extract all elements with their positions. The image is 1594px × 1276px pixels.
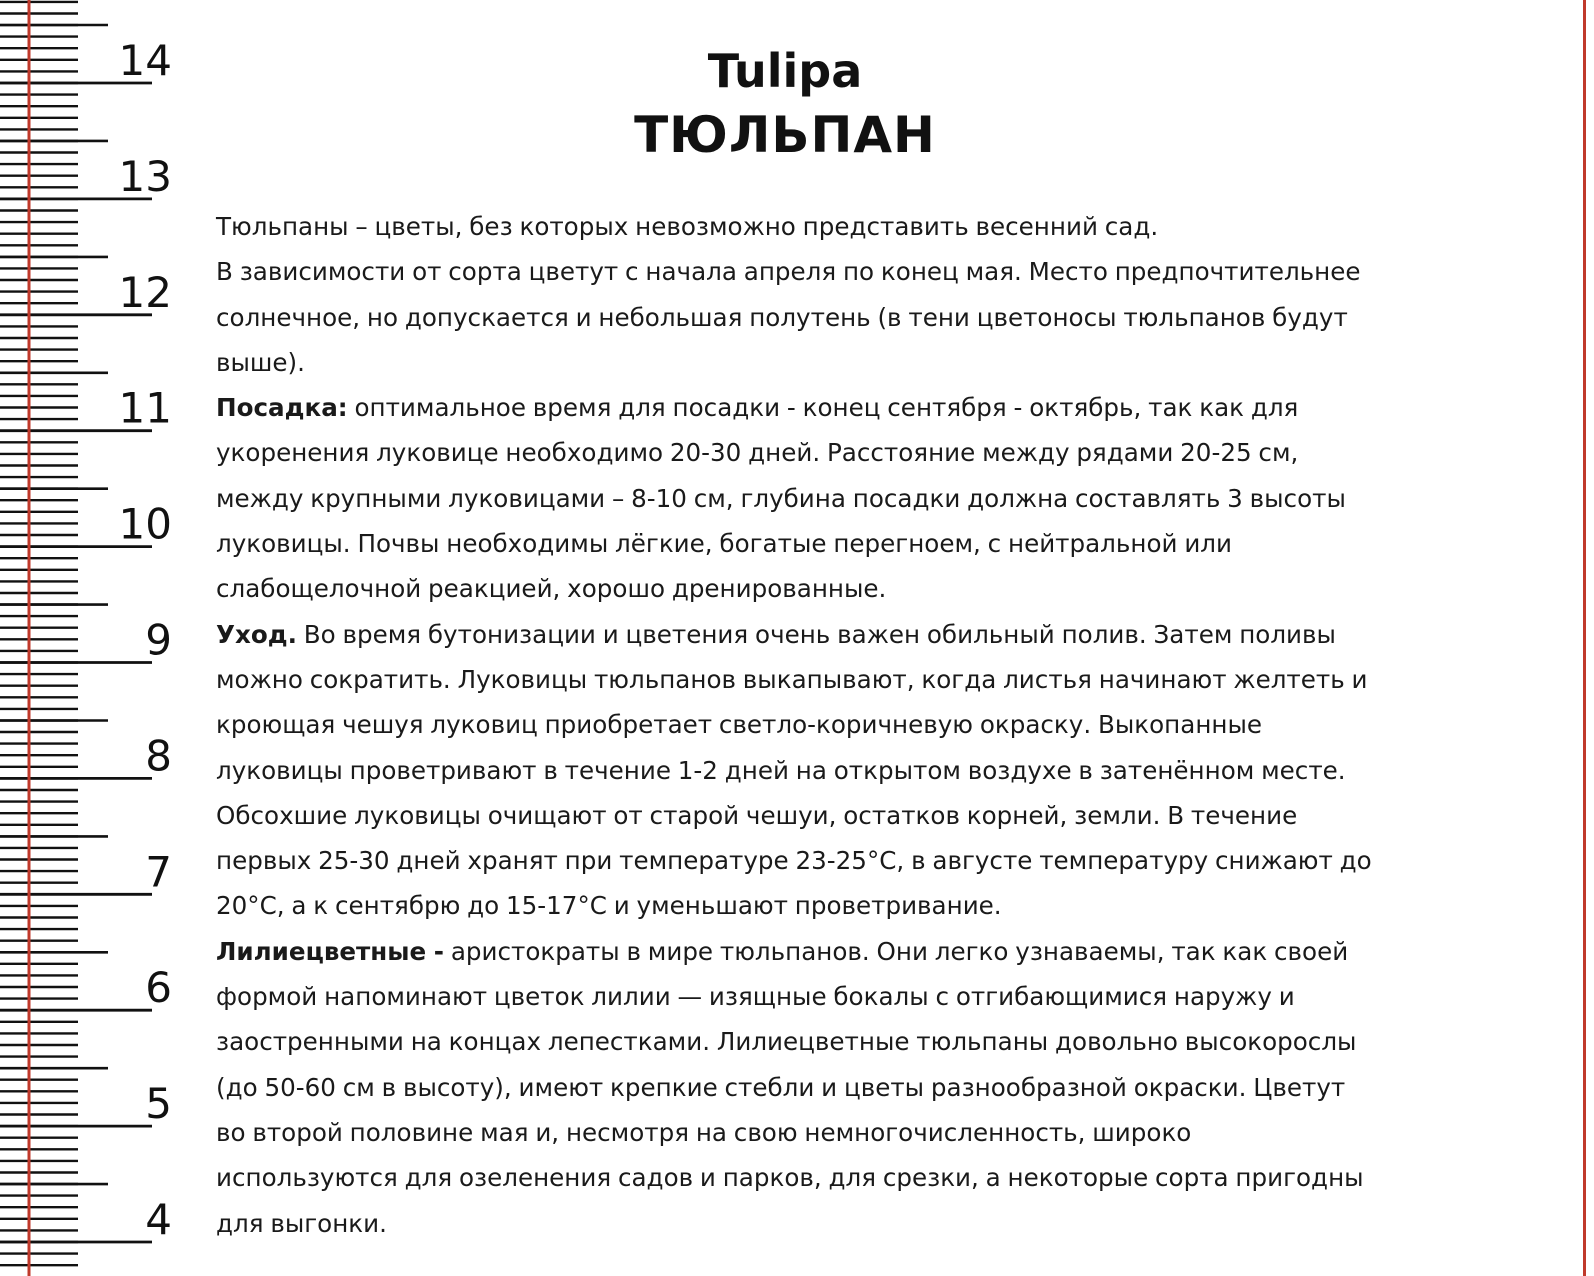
intro-line: выше). [216,347,305,377]
section-line: луковицы проветривают в течение 1-2 дней на открытом воздухе в затенённом месте. [216,755,1346,785]
section-line: луковицы. Почвы необходимы лёгкие, богатые перегноем, с нейтральной или [216,529,1233,559]
article-body [216,204,1542,1246]
title-russian: ТЮЛЬПАН [634,106,936,164]
section-line: формой напоминают цветок лилии — изящные бокалы с отгибающимися наружу и [216,982,1295,1012]
section-line: (до 50-60 см в высоту), имеют крепкие стебли и цветы разнообразной окраски. Цветут [216,1072,1346,1102]
intro-line: Тюльпаны – цветы, без которых невозможно представить весенний сад. [216,212,1159,241]
section-line: для выгонки. [216,1208,387,1238]
section-planting-first-line [216,385,1542,430]
section-line: используются для озеленения садов и парков, для срезки, а некоторые сорта пригодны [216,1163,1364,1193]
section-lily-text: аристократы в мире тюльпанов. Они легко узнаваемы, так как своей [444,936,1349,966]
ruler-number: 11 [118,383,172,433]
section-line: первых 25-30 дней хранят при температуре 23-25°С, в августе температуру снижают до [216,846,1372,876]
section-line: можно сократить. Луковицы тюльпанов выкапывают, когда листья начинают желтеть и [216,664,1368,694]
ruler-number: 13 [118,151,172,201]
section-line: укоренения луковице необходимо 20-30 дней. Расстояние между рядами 20-25 см, [216,438,1299,468]
section-line: во второй половине мая и, несмотря на свою немногочисленность, широко [216,1117,1192,1147]
ruler-number: 4 [145,1195,172,1244]
ruler-number: 7 [145,847,172,897]
right-border-line [1583,0,1586,1276]
ruler-number: 14 [118,36,172,85]
section-line: слабощелочной реакцией, хорошо дренированные. [216,574,887,604]
measuring-ruler [0,0,180,1276]
section-planting-text: оптимальное время для посадки - конец сентября - октябрь, так как для [347,393,1299,423]
section-care-first-line [216,612,1542,657]
section-line: кроющая чешуя луковиц приобретает светло-коричневую окраску. Выкопанные [216,710,1263,740]
section-line: 20°С, а к сентябрю до 15-17°С и уменьшают проветривание. [216,891,1002,921]
section-lily-first-line [216,929,1542,974]
section-care-text: Во время бутонизации и цветения очень важен обильный полив. Затем поливы [296,619,1336,649]
title-latin: Tulipa [707,44,863,98]
ruler-number: 9 [145,615,172,665]
intro-line: солнечное, но допускается и небольшая полутень (в тени цветоносы тюльпанов будут [216,302,1348,332]
title-block [560,40,1010,168]
ruler-number: 6 [145,963,172,1013]
ruler-number: 12 [118,267,172,317]
section-line: Обсохшие луковицы очищают от старой чешуи, остатков корней, земли. В течение [216,800,1298,830]
section-lily-label: Лилиецветные - [216,936,444,966]
ruler-number: 8 [145,731,172,781]
section-line: заостренными на концах лепестками. Лилиецветные тюльпаны довольно высокорослы [216,1027,1357,1057]
section-care-label: Уход. [216,619,297,649]
section-planting-label: Посадка: [216,393,348,423]
intro-line: В зависимости от сорта цветут с начала апреля по конец мая. Место предпочтительнее [216,257,1361,287]
section-line: между крупными луковицами – 8-10 см, глубина посадки должна составлять 3 высоты [216,483,1346,513]
ruler-number: 5 [145,1079,172,1129]
ruler-number: 10 [118,499,172,549]
